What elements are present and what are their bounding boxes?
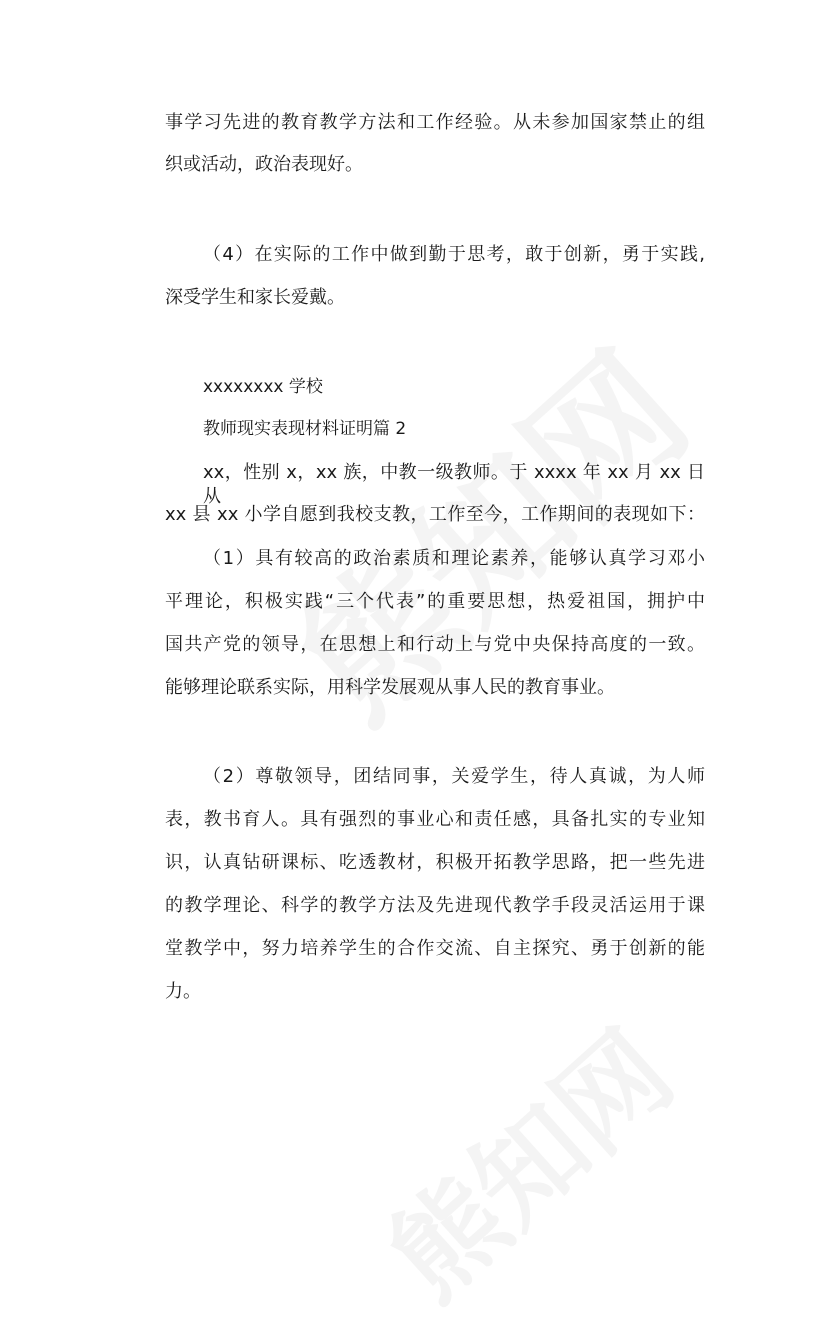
paragraph-1-line-1: 事学习先进的教育教学方法和工作经验。从未参加国家禁止的组: [165, 112, 705, 133]
paragraph-2-line-2: 深受学生和家长爱戴。: [165, 287, 345, 308]
paragraph-4-line-2: 平理论，积极实践“三个代表”的重要思想，热爱祖国，拥护中: [165, 591, 705, 612]
paragraph-4-line-4: 能够理论联系实际，用科学发展观从事人民的教育事业。: [165, 677, 615, 698]
paragraph-5-line-3: 识，认真钻研课标、吃透教材，积极开拓教学思路，把一些先进: [165, 852, 705, 873]
paragraph-5-line-1: （2）尊敬领导，团结同事，关爱学生，待人真诚，为人师: [203, 766, 705, 787]
paragraph-2-line-1: （4）在实际的工作中做到勤于思考，敢于创新，勇于实践,: [203, 244, 705, 265]
paragraph-5-line-5: 堂教学中，努力培养学生的合作交流、自主探究、勇于创新的能: [165, 938, 705, 959]
paragraph-4-line-1: （1）具有较高的政治素质和理论素养，能够认真学习邓小: [203, 548, 705, 569]
paragraph-5-line-6: 力。: [165, 981, 201, 1002]
paragraph-5-line-4: 的教学理论、科学的教学方法及先进现代教学手段灵活运用于课: [165, 895, 705, 916]
watermark-logo-bottom: [350, 990, 701, 1328]
school-name: xxxxxxxx 学校: [203, 377, 323, 397]
paragraph-3-line-1: xx，性别 x，xx 族，中教一级教师。于 xxxx 年 xx 月 xx 日从: [203, 462, 705, 507]
paragraph-4-line-3: 国共产党的领导，在思想上和行动上与党中央保持高度的一致。: [165, 634, 705, 655]
paragraph-3-line-2: xx 县 xx 小学自愿到我校支教，工作至今，工作期间的表现如下：: [165, 504, 705, 525]
paragraph-1-line-2: 织或活动，政治表现好。: [165, 154, 363, 175]
section-title: 教师现实表现材料证明篇 2: [203, 419, 407, 439]
paragraph-5-line-2: 表，教书育人。具有强烈的事业心和责任感，具备扎实的专业知: [165, 809, 705, 830]
